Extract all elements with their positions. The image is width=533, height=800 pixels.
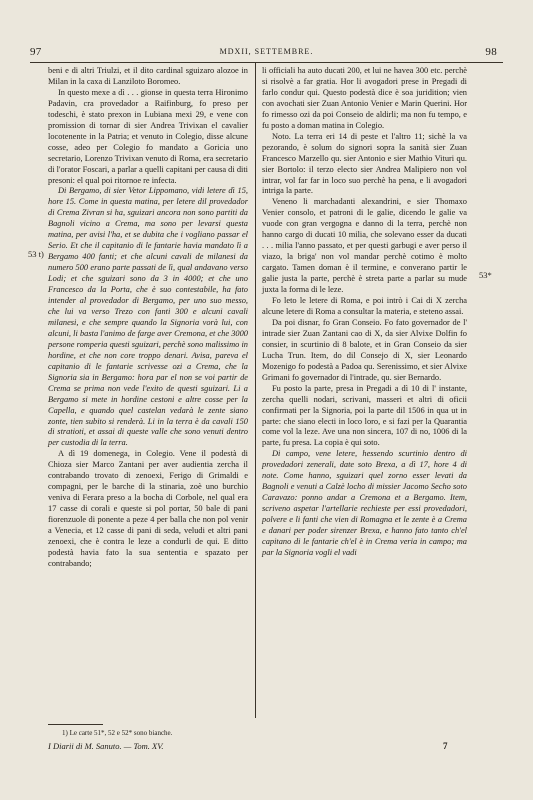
- paragraph: beni e di altri Triulzi, et il dito cardinal sguizaro alozoe in Milan in la caxa di Lanziloto Boromeo.: [48, 66, 248, 86]
- footnote: 1) Le carte 51*, 52 e 52* sono bianche.: [62, 729, 173, 737]
- paragraph: Fu posto la parte, presa in Pregadi a dì 10 di l' instante, zercha quelli nodari, scrivani, masseri et altri di oficii confirmati per la Signoria, poi la parte dil 1506 in qua ut in parte: che siano electi in loco loro, e si fazi per la Quarantia come vol la leze. Ave una non sincera, 107 di no, 1006 di la parte, fu presa. La copia è qui soto.: [262, 383, 467, 448]
- page-number-left: 97: [30, 46, 42, 58]
- paragraph: In questo mexe a dì . . . gionse in questa terra Hironimo Padavin, cra provedador a Raifinburg, fo preso per todeschi, è stato prexon in Lubiana mexi 29, e vene con promission di tornar di sier Andrea Trivixan el cavalier locotenente in la Patria; et venuto in Colegio, disse alcune cosse, adeo per Colegio fo mandato a Goricia uno secretario, Lorenzo Trivixan venuto di Roma, era secretario di l'orator Foscari, a parlar a quelli capitani per causa di diti presoni: el qual poi ritornoe re infecta.: [48, 87, 248, 185]
- paragraph: Di campo, vene letere, hessendo scurtinio dentro di provedadori zenerali, date soto Brexa, a dì 17, hore 4 di note. Come hanno, sguizari quel zorno esser levati da Bagnoli e venuti a Calzè locho di missier Jacomo Secho soto Caravazo: ponno andar a Cremona et a Bergamo. Item, scriveno aspetar l'artellarie rechieste per essi provedadori, polvere e li fanti che vien di Romagna et le zente è a Crema e danari per poder sirenzer Brexa, e hanno fato tanto ch'el capitano di le fantarie ch'el è in Crema veria in campo; ma par la Signoria vogli el vadi: [262, 449, 467, 557]
- paragraph: Di Bergamo, di sier Vetor Lippomano, vidi letere dì 15, hore 15. Come in questa matina, per letere dil provedador di Crema Zivran si ha, sguizari ancora non sono partiti da Bagnoli vicino a Crema, ma sono per levarsi questa matina, per avisi l'ha, et se dubita che i vogliano passar el Serio. Et che il capitanio di le fantarie havia mandato lì a Bergamo 400 fanti; et che alcuni cavali de milanesi da numero 500 erano parte passati de lì, qual andavano verso Lodi; et che sguizari sono da 3 in 4000; et che uno Francesco da la Porta, che è suo contestabile, ha fato intender al provedador di Bergamo, per uno suo messo, che lui va verso Trezo con fanti 300 e alcuni cavali milanesi, e che sempre quando la Signoria vorà lui, con alcuni, li basta l'animo de farge aver Cremona, et che 3000 persone romperia questi sguizari, perchè sono malissimo in hordine, et che non core troppo denari. Avisa, pareva el capitanio di le fantarie scrivesse ozi a Crema, che la Signoria sia in Bergamo: hora par el non se voi partir de Crema se prima non vede l'exito de questi sguizari. Li a Bergamo si mete in hordine cestoni e altre cosse per la Capella, e quando quel castelan vedarà le zente siano zonte, tien subito si renderà. Li in la terra è da cavali 150 di stratioti, et assai di queste valle che sono venuti dentro per custodia di la terra.: [48, 186, 248, 448]
- margin-number-left: 53 t): [28, 249, 44, 259]
- left-column: [48, 66, 248, 570]
- paragraph: Noto. La terra eri 14 di peste et l'altro 11; sichè la va pezorando, è solum do signori sopra la sanità sier Zuan Francesco Marzello qu. sier Antonio e sier Mathio Vituri qu. sier Bortolo: il terzo electo sier Andrea Malipiero non vol intrar, vol far far in loco suo perchè ha pena, e li avogadori intriga la parte.: [262, 131, 467, 196]
- right-column: [262, 66, 467, 559]
- header-rule: [30, 62, 503, 63]
- paragraph: Veneno li marchadanti alexandrini, e sier Thomaxo Venier consolo, et patroni di le galie, dicendo le galie va vuode con gran vergogna e danno di la terra, perchè non hanno cargo di ducati 10 milia, che solevano esser da ducati . . . milia l'anno passato, et per questi garbugi e aver perso il viazo, la briga' non vol mandar perchè cotimo è molto cargato. Tamen doman è il termine, e converano partir le galie justa la parte, perchè è streta parte a parlar su mude juxta la forma di le leze.: [262, 197, 467, 295]
- page-header: [30, 46, 503, 60]
- paragraph: A dì 19 domenega, in Colegio. Vene il podestà di Chioza sier Marco Zantani per aver audientia zercha il contrabando trovato di zenoexi, Ferigo di Grimaldi e compagni, per le barche di la stinaria, zoè uno burchio veniva di Ferara preso a la bocha di Corbole, nel qual era 17 casse di corali e queste si pol portar, 50 bale di pani fiorenzuole di ponente a peze 4 per balla che non pol venir a Venecia, et 12 casse di pani di seda, veludi et altri pani zenoexi, che è contra le leze a condurli de qui. E ditto podestà havia fato la sua sententia e spazato per contrabando;: [48, 449, 248, 568]
- paragraph: Fo leto le letere di Roma, e poi intrò i Cai di X zercha alcune letere di Roma a consultar la materia, e steteno assai.: [262, 296, 467, 316]
- margin-number-right: 53*: [479, 270, 492, 280]
- signature-mark: 7: [443, 741, 448, 751]
- footer-title: I Diarii di M. Sanuto. — Tom. XV.: [48, 741, 164, 751]
- page-number-right: 98: [485, 46, 497, 58]
- column-divider: [255, 62, 256, 718]
- paragraph: li officiali ha auto ducati 200, et lui ne havea 300 etc. perchè si risolvè a far gratia. Hor li avogadori prese in Pregadi di farlo condur qui. Questo podestà dice è soa juridition; vien con avochati sier Zuan Antonio Venier e Marin Querini. Hor fo rimesso ozi da poi Conseio de aldirli; ma non fu tempo, e fu posto a doman matina in Colegio.: [262, 66, 467, 130]
- running-title: MDXII, SETTEMBRE.: [219, 47, 314, 56]
- paragraph: Da poi disnar, fo Gran Conseio. Fo fato governador de l' intrade sier Zuan Zantani cao di X, da sier Alvixe Dolfin fo consier, in scurtinio di 8 balote, et in Gran Conseio da sier Lucha Trun. Item, do dil Consejo di X, sier Leonardo Mozenigo fo podestà a Padoa qu. Serenissimo, et sier Alvixe Grimani fo governador di l'intrade, qu. sier Bernardo.: [262, 317, 467, 382]
- footnote-rule: [48, 724, 103, 725]
